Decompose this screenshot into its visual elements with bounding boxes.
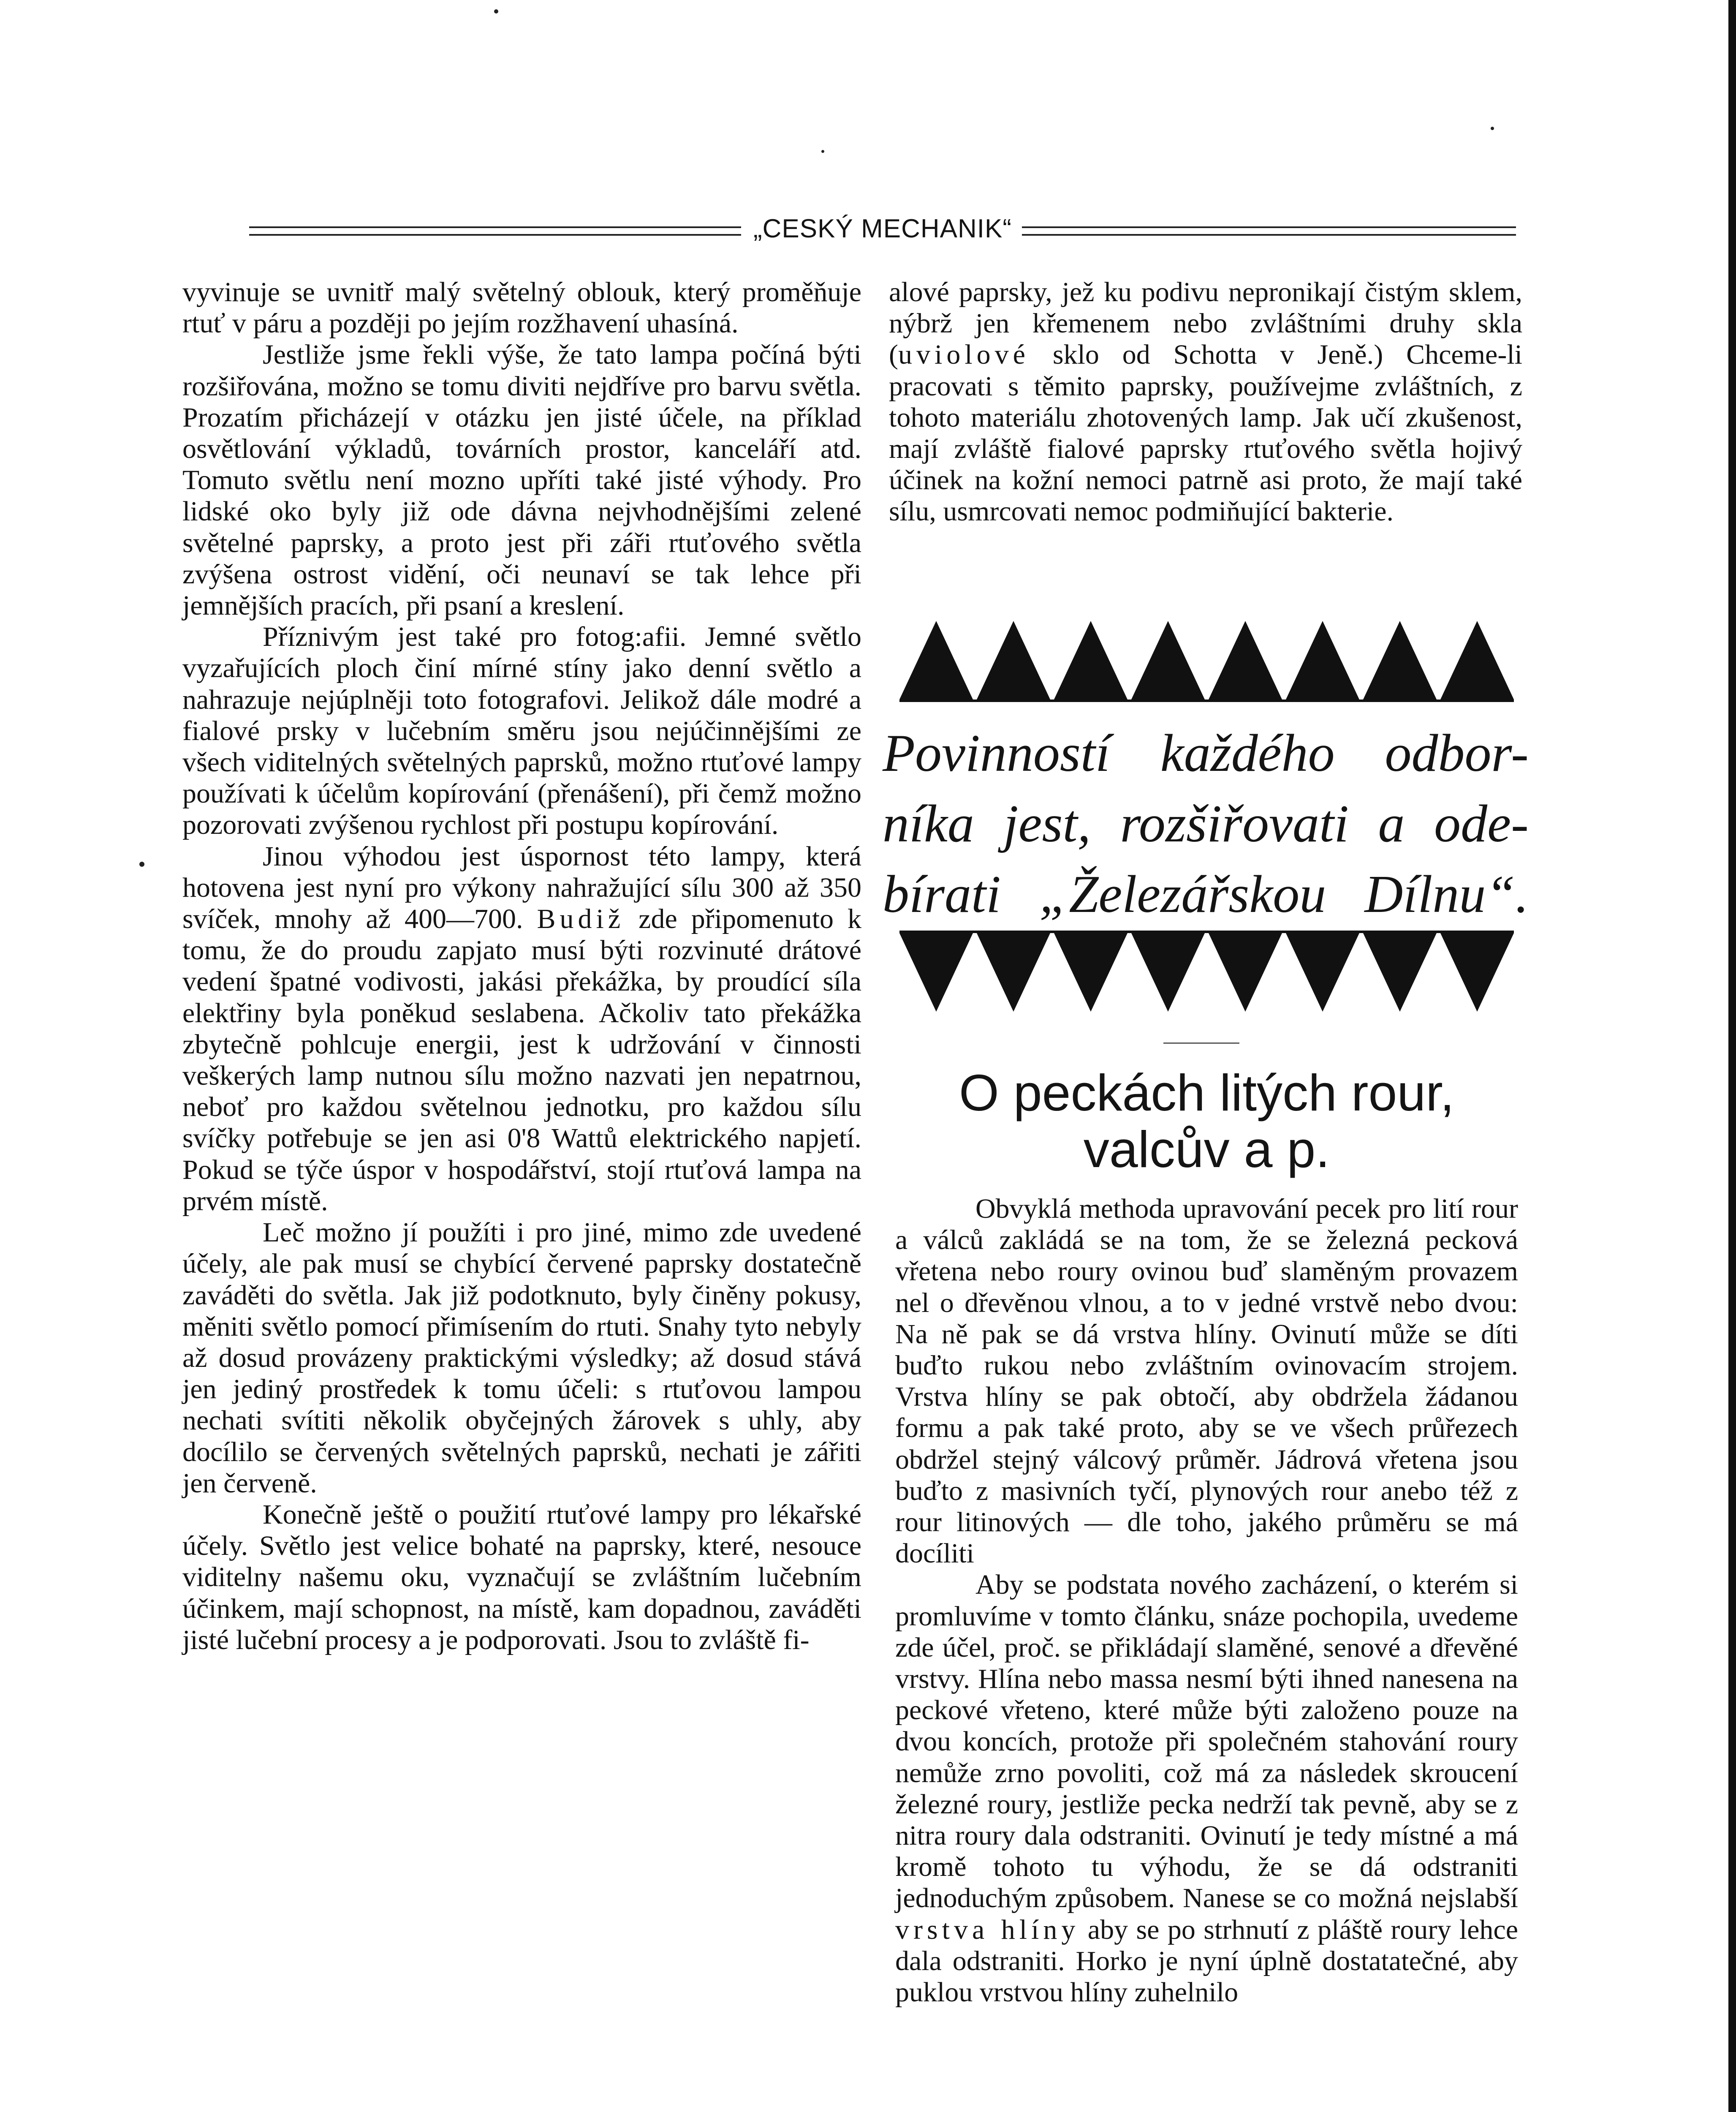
slogan-line: bírati „Železářskou Dílnu“. bbox=[883, 865, 1529, 924]
paragraph: Leč možno jí použíti i pro jiné, mimo zde uvedené účely, ale pak musí se chybící červené paprsky dostatečně zaváděti do světla. Jak již podotknuto, byly činěny pokusy, měniti světlo pomocí přimísením do rtuti. Snahy tyto nebyly až dosud provázeny praktickými výsledky; až dosud stává jen jediný prostředek k tomu účeli: s rtuťovou lampou nechati svítiti několik obyčejných žárovek s uhly, aby docílilo se červených světelných paprsků, nechati je zářiti jen červeně. bbox=[182, 1217, 861, 1499]
paragraph bbox=[895, 1569, 1518, 2008]
article-title-line: valcův a p. bbox=[1083, 1121, 1330, 1178]
paragraph-text: aby se po strhnutí z pláště roury lehce dala odstraniti. Horko je nyní úplně dostatatečné, aby puklou vrstvou hlíny zuhelnilo bbox=[895, 1914, 1518, 2008]
ornament-triangles-down bbox=[899, 927, 1514, 1012]
ornament-triangles-up bbox=[899, 621, 1514, 705]
section-divider bbox=[1163, 1042, 1239, 1044]
scan-speck bbox=[494, 9, 498, 14]
slogan-line: Povinností každého odbor- bbox=[883, 724, 1529, 783]
spaced-word: vrstva hlíny bbox=[895, 1914, 1080, 1945]
paragraph bbox=[889, 277, 1522, 528]
slogan-line: níka jest, rozšiřovati a ode- bbox=[883, 795, 1529, 853]
triangle-down-row-icon bbox=[899, 927, 1514, 1012]
spaced-word: Budiž bbox=[537, 904, 625, 935]
paragraph: Příznivým jest také pro fotog:afii. Jemné světlo vyzařujících ploch činí mírné stíny jako denní světlo a nahrazuje nejúplněji toto fotografovi. Jelikož dále modré a fialové prsky v lučebním směru jsou nejúčinnějšími ze všech viditelných světelných paprsků, možno rtuťové lampy používati k účelům kopírování (přenášení), při čemž možno pozorovati zvýšenou rychlost při postupu kopírování. bbox=[182, 621, 861, 841]
header-rule-right bbox=[1022, 226, 1516, 236]
header-rule-left bbox=[249, 226, 741, 236]
paragraph: Obvyklá methoda upravování pecek pro lití rour a válců zakládá se na tom, že se železná pecková vřetena nebo roury ovinou buď slaměným provazem nel o dřevěnou vlnou, a to v jedné vrstvě nebo dvou: Na ně pak se dá vrstva hlíny. Ovinutí může se díti buďto rukou nebo zvláštním ovinovacím strojem. Vrstva hlíny se pak obtočí, aby obdržela žádanou formu a pak také proto, aby se ve všech průřezech obdržel stejný válcový průměr. Jádrová vřetena jsou buďto z masivních tyčí, plynových rour anebo též z rour litinových — dle toho, jakého průměru se má docíliti bbox=[895, 1193, 1518, 1569]
paragraph-text: Aby se podstata nového zacházení, o kterém si promluvíme v tomto článku, snáze pochopila, uvedeme zde účel, proč. se přikládají slaměné, senové a dřevěné vrstvy. Hlína nebo massa nesmí býti ihned nanesena na peckové vřeteno, které může býti založeno pouze na dvou koncích, protože při společném stahování roury nemůže zrno povoliti, což má za následek skroucení železné roury, jestliže pecka nedrží tak pevně, aby se z nitra roury dala odstraniti. Ovinutí je tedy místné a má kromě tohoto tu výhodu, že se dá odstraniti jednoduchým způsobem. Nanese se co možná nejslabší bbox=[895, 1569, 1518, 1914]
subscription-slogan bbox=[883, 718, 1529, 930]
journal-title: „CESKÝ MECHANIK“ bbox=[753, 214, 1012, 243]
paragraph: vyvinuje se uvnitř malý světelný oblouk, který proměňuje rtuť v páru a později po jejím rozžhavení uhasíná. bbox=[182, 277, 861, 339]
right-column-top bbox=[889, 277, 1522, 528]
scan-speck bbox=[1491, 127, 1494, 130]
spaced-word: uviolové bbox=[898, 339, 1030, 370]
paragraph: Konečně ještě o použití rtuťové lampy pro lékařské účely. Světlo jest velice bohaté na paprsky, které, nesouce viditelny našemu oku, vyznačují se zvláštním lučebním účinkem, mají schopnost, na místě, kam dopadnou, zaváděti jisté lučební procesy a je podporovati. Jsou to zvláště fi- bbox=[182, 1499, 861, 1655]
paragraph-text: zde připomenuto k tomu, že do proudu zapjato musí býti rozvinuté drátové vedení špatné vodivosti, jakási překážka, by proudící síla elektřiny byla poněkud seslabena. Ačkoliv tato překážka zbytečně pohlcuje energii, jest k udržování v činnosti veškerých lamp nutnou sílu možno nazvati jen nepatrnou, neboť pro každou světelnou jednotku, pro každou sílu svíčky potřebuje se jen asi 0'8 Wattů elektrického napjetí. Pokud se týče úspor v hospodářství, stojí rtuťová lampa na prvém místě. bbox=[182, 904, 862, 1217]
scan-speck bbox=[139, 862, 144, 867]
triangle-up-row-icon bbox=[899, 621, 1514, 705]
paragraph-text: alové paprsky, jež ku podivu nepronikají čistým sklem, nýbrž jen křemenem nebo zvláštními druhy skla ( bbox=[889, 277, 1522, 370]
scan-speck bbox=[821, 150, 824, 153]
paragraph bbox=[182, 841, 861, 1217]
running-header bbox=[249, 208, 1516, 250]
article-body bbox=[895, 1193, 1518, 2008]
paragraph-text: Jinou výhodou jest úspornost této lampy, která hotovena jest nyní pro výkony nahražující sílu 300 až 350 svíček, mnohy až 400—700. bbox=[182, 841, 861, 935]
article-title bbox=[895, 1064, 1518, 1178]
paragraph: Jestliže jsme řekli výše, že tato lampa počíná býti rozšiřována, možno se tomu diviti nejdříve pro barvu světla. Prozatím přicházejí v otázku jen jisté účele, na příklad osvětlování výkladů, továrních prostor, kanceláří atd. Tomuto světlu není mozno upříti také jisté výhody. Pro lidské oko byly již ode dávna nejvhodnějšími zelené světelné paprsky, a proto jest při záři rtuťového světla zvýšena ostrost vidění, oči neunaví se tak lehce při jemnějších pracích, při psaní a kreslení. bbox=[182, 339, 861, 621]
paragraph-text: sklo od Schotta v Jeně.) Chceme-li pracovati s těmito paprsky, používejme zvláštních, z tohoto materiálu zhotovených lamp. Jak učí zkušenost, mají zvláště fialové paprsky rtuťového světla hojivý účinek na kožní nemoci patrně asi proto, že mají také sílu, usmrcovati nemoc podmiňující bakterie. bbox=[889, 339, 1522, 527]
article-title-line: O peckách litých rour, bbox=[959, 1064, 1455, 1121]
scan-border bbox=[1728, 0, 1736, 2112]
left-column bbox=[182, 277, 861, 1656]
